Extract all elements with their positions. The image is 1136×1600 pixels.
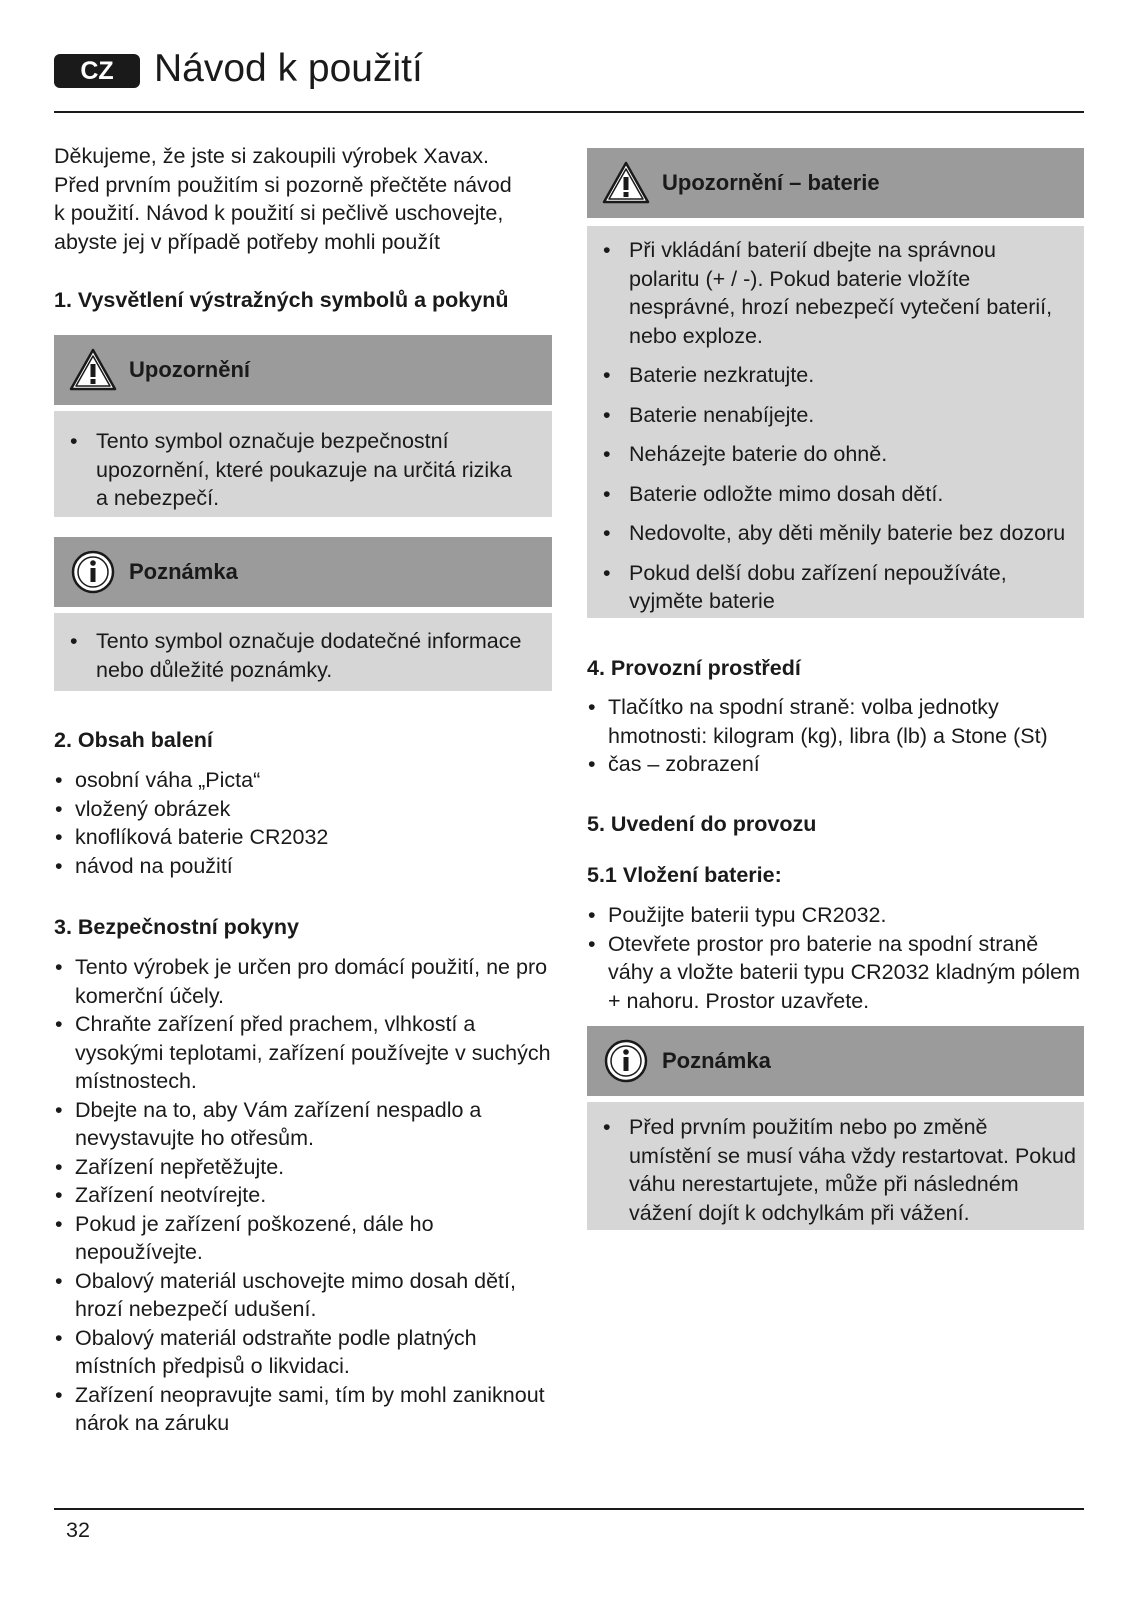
warning-box-body (54, 411, 552, 517)
warning-box-header (54, 335, 552, 405)
list-item: • čas – zobrazení (587, 750, 1085, 779)
list-item: • Pokud je zařízení poškozené, dále ho nepoužívejte. (54, 1210, 552, 1267)
safety-instructions-list (54, 953, 552, 1438)
page-header (54, 47, 1084, 96)
info-circle-icon (601, 1038, 651, 1084)
list-item: • Obalový materiál odstraňte podle platných místních předpisů o likvidaci. (54, 1324, 552, 1381)
info-circle-icon (68, 549, 118, 595)
section2-heading: 2. Obsah balení (54, 728, 213, 752)
section1-heading: 1. Vysvětlení výstražných symbolů a pokynů (54, 288, 509, 312)
intro-line: Děkujeme, že jste si zakoupili výrobek Xavax. (54, 144, 489, 168)
list-item: • Zařízení nepřetěžujte. (54, 1153, 552, 1182)
battery-insertion-list (587, 901, 1085, 1015)
intro-line: abyste jej v případě potřeby mohli použít (54, 229, 441, 254)
list-item: • Před prvním použitím nebo po změně umístění se musí váha vždy restartovat. Pokud váhu nerestartujete, může při následném vážení dojít k odchylkám při vážení. (587, 1113, 1084, 1227)
list-item: • Nedovolte, aby děti měnily baterie bez dozoru (587, 519, 1084, 548)
package-contents-list (54, 766, 552, 880)
list-item: • Zařízení neopravujte sami, tím by mohl zaniknout nárok na záruku (54, 1381, 552, 1438)
note-box-body (587, 1102, 1084, 1230)
list-item: • Pokud delší dobu zařízení nepoužíváte, vyjměte baterie (587, 559, 1084, 616)
list-item: • Zařízení neotvírejte. (54, 1181, 552, 1210)
page-title: Návod k použití (154, 47, 423, 90)
list-item: • osobní váha „Picta“ (54, 766, 552, 795)
battery-warning-box-header (587, 148, 1084, 218)
list-item: • Baterie nezkratujte. (587, 361, 1084, 390)
list-item: • Použijte baterii typu CR2032. (587, 901, 1085, 930)
list-item: • Baterie nenabíjejte. (587, 401, 1084, 430)
list-item: • Dbejte na to, aby Vám zařízení nespadlo a nevystavujte ho otřesům. (54, 1096, 552, 1153)
list-item: • Obalový materiál uschovejte mimo dosah dětí, hrozí nebezpečí udušení. (54, 1267, 552, 1324)
list-item: • vložený obrázek (54, 795, 552, 824)
note-box-header (54, 537, 552, 607)
footer-rule (54, 1508, 1084, 1510)
list-item: • Tento výrobek je určen pro domácí použití, ne pro komerční účely. (54, 953, 552, 1010)
list-item: • Otevřete prostor pro baterie na spodní straně váhy a vložte baterii typu CR2032 kladným pólem + nahoru. Prostor uzavřete. (587, 930, 1085, 1016)
list-item: • Chraňte zařízení před prachem, vlhkostí a vysokými teplotami, zařízení používejte v suchých místnostech. (54, 1010, 552, 1096)
note-box-label: Poznámka (129, 559, 238, 584)
battery-warning-box-body (587, 226, 1084, 618)
note-box-header (587, 1026, 1084, 1096)
section5-heading: 5. Uvedení do provozu (587, 812, 817, 836)
intro-paragraph (54, 142, 552, 256)
page-number: 32 (66, 1518, 90, 1542)
language-badge: CZ (54, 54, 140, 88)
section5-1-heading: 5.1 Vložení baterie: (587, 863, 782, 887)
intro-line: Před prvním použitím si pozorně přečtěte návod (54, 172, 512, 197)
note-box-body (54, 613, 552, 691)
section4-heading: 4. Provozní prostředí (587, 656, 801, 680)
warning-box-label: Upozornění (129, 357, 250, 382)
warning-triangle-icon (601, 160, 651, 206)
list-item: • Při vkládání baterií dbejte na správnou polaritu (+ / -). Pokud baterie vložíte nesprávné, hrozí nebezpečí vytečení baterií, nebo exploze. (587, 236, 1084, 350)
operating-environment-list (587, 693, 1085, 779)
battery-warning-box-label: Upozornění – baterie (662, 170, 880, 195)
list-item: • Neházejte baterie do ohně. (587, 440, 1084, 469)
list-item: • knoflíková baterie CR2032 (54, 823, 552, 852)
warning-triangle-icon (68, 347, 118, 393)
list-item: • návod na použití (54, 852, 552, 881)
list-item: • Tlačítko na spodní straně: volba jednotky hmotnosti: kilogram (kg), libra (lb) a Stone (St) (587, 693, 1085, 750)
header-rule (54, 111, 1084, 113)
section3-heading: 3. Bezpečnostní pokyny (54, 915, 299, 939)
list-item: • Baterie odložte mimo dosah dětí. (587, 480, 1084, 509)
note-box-label: Poznámka (662, 1048, 771, 1073)
list-item: • Tento symbol označuje dodatečné informace nebo důležité poznámky. (54, 627, 552, 684)
list-item: • Tento symbol označuje bezpečnostní upozornění, které poukazuje na určitá rizika a nebezpečí. (54, 427, 552, 513)
intro-line: k použití. Návod k použití si pečlivě uschovejte, (54, 201, 504, 225)
